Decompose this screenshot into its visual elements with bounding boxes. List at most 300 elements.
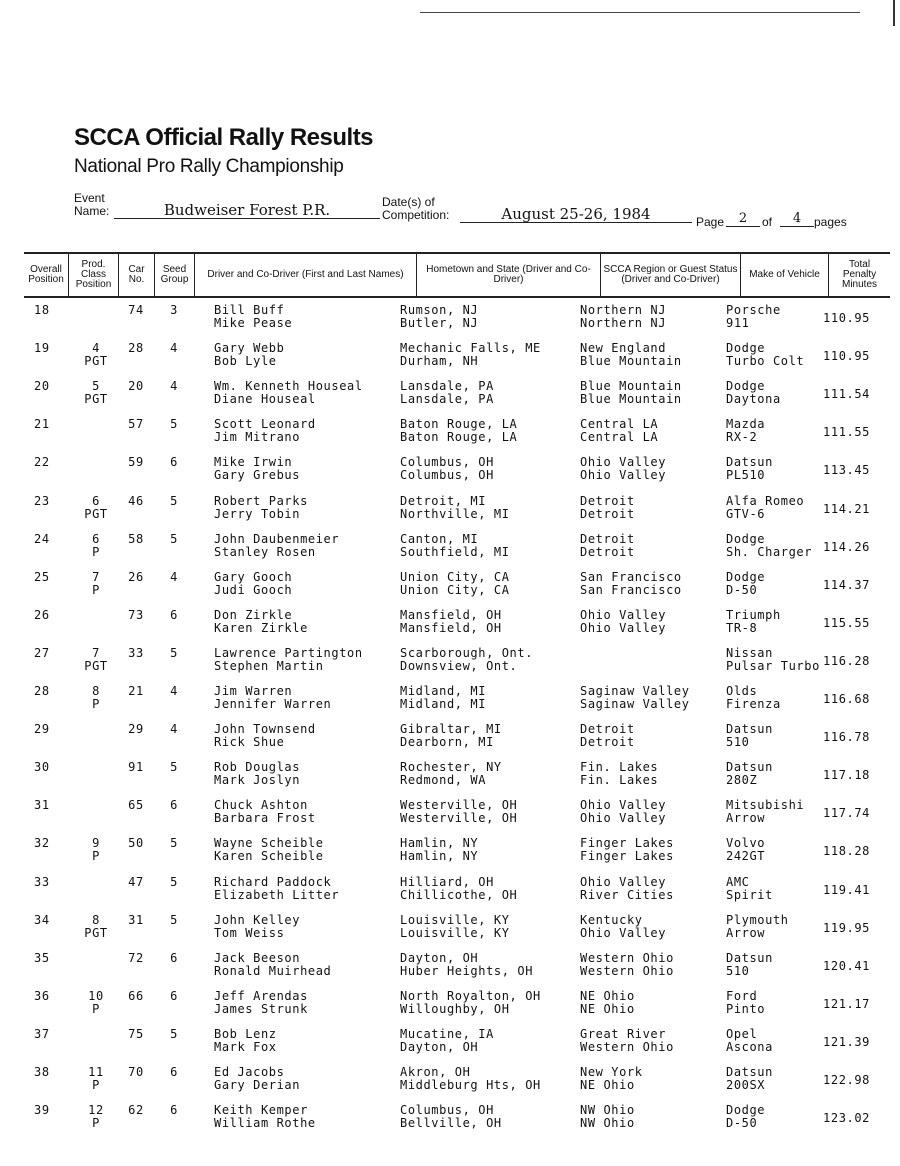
hometowns-primary: Baton Rouge, LA [400, 417, 518, 432]
class-position [74, 495, 118, 521]
overall-position-primary: 20 [34, 379, 50, 394]
hometowns-primary: Columbus, OH [400, 455, 494, 470]
seed-group-primary: 6 [170, 988, 178, 1003]
seed-group-primary: 5 [170, 645, 178, 660]
car-number [124, 723, 148, 736]
col-car-no: Car No. [118, 254, 154, 296]
driver-names [214, 418, 316, 444]
regions [580, 342, 682, 368]
vehicle-make [726, 914, 789, 940]
class-position-secondary: P [92, 1078, 100, 1092]
event-label-line2: Name: [74, 204, 110, 218]
regions-secondary: Saginaw Valley [580, 697, 690, 711]
car-number [124, 304, 148, 317]
regions-primary: New England [580, 341, 667, 356]
hometowns [400, 761, 502, 787]
hometowns-secondary: Dayton, OH [400, 1039, 479, 1054]
vehicle-make-primary: Volvo [726, 836, 766, 851]
overall-position-primary: 23 [34, 493, 50, 508]
vehicle-make-secondary: 510 [726, 963, 750, 978]
overall-position [34, 990, 64, 1003]
regions-primary: Finger Lakes [580, 836, 674, 851]
regions [580, 418, 658, 444]
overall-position [34, 342, 64, 355]
vehicle-make-secondary: Turbo Colt [726, 354, 805, 369]
regions [580, 380, 682, 406]
seed-group-primary: 5 [170, 417, 178, 432]
class-position-secondary: PGT [84, 925, 108, 940]
vehicle-make-primary: Alfa Romeo [726, 493, 805, 508]
vehicle-make [726, 990, 765, 1016]
col-driver: Driver and Co-Driver (First and Last Names) [194, 254, 416, 296]
penalty-minutes [810, 655, 870, 668]
driver-names-secondary: Barbara Frost [214, 811, 316, 826]
seed-group [164, 723, 184, 736]
regions [580, 495, 635, 521]
regions-secondary: NE Ohio [580, 1001, 635, 1016]
overall-position [34, 571, 64, 584]
hometowns-secondary: Midland, MI [400, 697, 487, 711]
penalty-minutes [810, 807, 870, 820]
driver-names-primary: Chuck Ashton [214, 798, 308, 813]
seed-group [164, 761, 184, 774]
vehicle-make [726, 1066, 773, 1092]
driver-names [214, 1104, 316, 1130]
vehicle-make-secondary: PL510 [726, 468, 766, 483]
hometowns [400, 342, 541, 368]
driver-names [214, 952, 331, 978]
driver-names [214, 990, 308, 1016]
car-number-primary: 26 [128, 569, 144, 584]
vehicle-make [726, 837, 765, 863]
hometowns-secondary: Willoughby, OH [400, 1001, 510, 1016]
table-row [24, 304, 894, 340]
vehicle-make [726, 799, 804, 825]
driver-names-secondary: Tom Weiss [214, 925, 285, 940]
vehicle-make-primary: Datsun [726, 722, 773, 737]
car-number-primary: 74 [128, 303, 144, 317]
penalty-minutes [810, 388, 870, 401]
table-row [24, 799, 894, 835]
seed-group [164, 1104, 184, 1117]
overall-position-primary: 36 [34, 988, 50, 1003]
regions-primary: NE Ohio [580, 988, 635, 1003]
regions-primary: Ohio Valley [580, 455, 667, 470]
penalty-minutes [810, 426, 870, 439]
regions [580, 304, 666, 330]
overall-position [34, 1066, 64, 1079]
col-seed-group: Seed Group [154, 254, 194, 296]
hometowns-primary: Hilliard, OH [400, 874, 494, 889]
car-number-primary: 31 [128, 912, 144, 927]
penalty-minutes-primary: 114.21 [823, 501, 870, 516]
regions [580, 837, 674, 863]
vehicle-make-primary: Datsun [726, 1065, 773, 1079]
class-position-secondary: PGT [84, 354, 108, 369]
car-number-primary: 59 [128, 455, 144, 470]
driver-names [214, 647, 363, 673]
hometowns-secondary: Southfield, MI [400, 544, 510, 559]
penalty-minutes [810, 998, 870, 1011]
car-number [124, 609, 148, 622]
driver-names [214, 571, 292, 597]
class-position-secondary: P [92, 697, 100, 711]
car-number-primary: 21 [128, 684, 144, 698]
regions-primary: San Francisco [580, 569, 682, 584]
car-number-primary: 91 [128, 760, 144, 775]
driver-names [214, 914, 300, 940]
vehicle-make [726, 609, 781, 635]
overall-position [34, 456, 64, 469]
vehicle-make [726, 647, 820, 673]
car-number [124, 876, 148, 889]
date-label-line2: Competition: [382, 208, 450, 222]
overall-position-primary: 18 [34, 303, 50, 317]
vehicle-make-primary: Dodge [726, 531, 766, 546]
overall-position-primary: 27 [34, 645, 50, 660]
driver-names-secondary: Karen Scheible [214, 849, 324, 864]
car-number-primary: 70 [128, 1065, 144, 1079]
driver-names-secondary: Jerry Tobin [214, 506, 301, 521]
class-position-secondary: P [92, 1116, 100, 1131]
driver-names-primary: Bill Buff [214, 303, 285, 317]
overall-position-primary: 38 [34, 1065, 50, 1079]
regions-secondary: River Cities [580, 887, 674, 902]
regions [580, 914, 666, 940]
driver-names [214, 876, 339, 902]
penalty-minutes-primary: 119.95 [823, 920, 870, 935]
seed-group [164, 380, 184, 393]
driver-names-primary: Mike Irwin [214, 455, 293, 470]
hometowns-secondary: Louisville, KY [400, 925, 510, 940]
penalty-minutes-primary: 113.45 [823, 463, 870, 478]
car-number-primary: 57 [128, 417, 144, 432]
vehicle-make [726, 876, 773, 902]
driver-names-primary: Jim Warren [214, 684, 293, 698]
regions-primary: Central LA [580, 417, 659, 432]
seed-group-primary: 5 [170, 493, 178, 508]
penalty-minutes [810, 845, 870, 858]
penalty-minutes-primary: 111.54 [823, 387, 870, 402]
hometowns-primary: North Royalton, OH [400, 988, 541, 1003]
regions [580, 609, 666, 635]
regions-primary: Detroit [580, 493, 635, 508]
seed-group [164, 990, 184, 1003]
seed-group [164, 837, 184, 850]
regions-secondary: Detroit [580, 544, 635, 559]
vehicle-make-primary: Ford [726, 988, 758, 1003]
driver-names-secondary: Jim Mitrano [214, 430, 301, 445]
seed-group [164, 1028, 184, 1041]
regions-primary: Ohio Valley [580, 607, 667, 622]
driver-names-primary: Bob Lenz [214, 1026, 277, 1041]
hometowns [400, 571, 510, 597]
hometowns-primary: Louisville, KY [400, 912, 510, 927]
overall-position-primary: 22 [34, 455, 50, 470]
car-number [124, 837, 148, 850]
driver-names-secondary: Jennifer Warren [214, 697, 332, 711]
vehicle-make-secondary: 510 [726, 735, 750, 750]
driver-names-secondary: Judi Gooch [214, 582, 293, 597]
car-number [124, 456, 148, 469]
overall-position-primary: 21 [34, 417, 50, 432]
regions-primary: Western Ohio [580, 950, 674, 965]
driver-names-primary: Jack Beeson [214, 950, 301, 965]
seed-group-primary: 6 [170, 950, 178, 965]
class-position-secondary: P [92, 544, 100, 559]
car-number-primary: 29 [128, 722, 144, 737]
vehicle-make [726, 456, 773, 482]
regions [580, 1104, 635, 1130]
class-position [74, 1066, 118, 1092]
driver-names-primary: Jeff Arendas [214, 988, 308, 1003]
vehicle-make-primary: Triumph [726, 607, 781, 622]
driver-names-secondary: Bob Lyle [214, 354, 277, 369]
penalty-minutes-primary: 116.28 [823, 653, 870, 668]
driver-names [214, 1066, 300, 1092]
class-position-primary: 4 [92, 341, 100, 356]
car-number [124, 990, 148, 1003]
regions [580, 799, 666, 825]
penalty-minutes-primary: 118.28 [823, 844, 870, 859]
hometowns [400, 876, 517, 902]
class-position-primary: 5 [92, 379, 100, 394]
penalty-minutes-primary: 115.55 [823, 615, 870, 630]
vehicle-make-secondary: 200SX [726, 1078, 766, 1092]
class-position [74, 533, 118, 559]
vehicle-make-secondary: Daytona [726, 392, 781, 407]
table-row [24, 456, 894, 492]
seed-group-primary: 6 [170, 1103, 178, 1118]
driver-names-primary: Gary Gooch [214, 569, 293, 584]
hometowns [400, 799, 517, 825]
vehicle-make-secondary: D-50 [726, 1116, 758, 1131]
class-position-primary: 8 [92, 912, 100, 927]
driver-names-secondary: Diane Houseal [214, 392, 316, 407]
overall-position-primary: 34 [34, 912, 50, 927]
table-row [24, 914, 894, 950]
table-row [24, 533, 894, 569]
vehicle-make [726, 723, 773, 749]
hometowns [400, 685, 486, 711]
vehicle-make-primary: Dodge [726, 379, 766, 394]
regions [580, 571, 682, 597]
car-number-primary: 58 [128, 531, 144, 546]
hometowns [400, 914, 510, 940]
overall-position [34, 723, 64, 736]
overall-position [34, 647, 64, 660]
table-row [24, 1066, 894, 1102]
regions [580, 723, 635, 749]
driver-names [214, 837, 324, 863]
car-number-primary: 72 [128, 950, 144, 965]
regions-secondary: Ohio Valley [580, 620, 667, 635]
car-number-primary: 50 [128, 836, 144, 851]
driver-names-secondary: Gary Derian [214, 1078, 301, 1092]
driver-names-primary: Lawrence Partington [214, 645, 363, 660]
driver-names [214, 380, 363, 406]
class-position [74, 914, 118, 940]
regions-secondary: Western Ohio [580, 1039, 674, 1054]
class-position [74, 990, 118, 1016]
hometowns-secondary: Butler, NJ [400, 316, 479, 330]
penalty-minutes-primary: 121.39 [823, 1034, 870, 1049]
total-pages-field: 4 [780, 211, 814, 227]
driver-names-secondary: Ronald Muirhead [214, 963, 332, 978]
vehicle-make-secondary: RX-2 [726, 430, 758, 445]
hometowns-primary: Akron, OH [400, 1065, 471, 1079]
regions-primary: Kentucky [580, 912, 643, 927]
penalty-minutes-primary: 111.55 [823, 425, 870, 440]
class-position-secondary: P [92, 1001, 100, 1016]
class-position-primary: 9 [92, 836, 100, 851]
seed-group-primary: 5 [170, 874, 178, 889]
hometowns-primary: Rumson, NJ [400, 303, 479, 317]
hometowns-primary: Columbus, OH [400, 1103, 494, 1118]
table-row [24, 609, 894, 645]
hometowns-primary: Hamlin, NY [400, 836, 479, 851]
vehicle-make-primary: Nissan [726, 645, 773, 660]
driver-names [214, 495, 308, 521]
overall-position [34, 914, 64, 927]
driver-names [214, 456, 300, 482]
regions [580, 990, 635, 1016]
hometowns-secondary: Mansfield, OH [400, 620, 502, 635]
regions [580, 876, 674, 902]
penalty-minutes [810, 1074, 870, 1087]
seed-group [164, 342, 184, 355]
overall-position-primary: 30 [34, 760, 50, 775]
hometowns [400, 723, 502, 749]
seed-group-primary: 6 [170, 607, 178, 622]
driver-names-secondary: Stephen Martin [214, 658, 324, 673]
hometowns-secondary: Lansdale, PA [400, 392, 494, 407]
hometowns [400, 1066, 541, 1092]
table-row [24, 571, 894, 607]
class-position-secondary: P [92, 849, 100, 864]
car-number [124, 799, 148, 812]
regions-secondary: Detroit [580, 735, 635, 750]
regions-primary: Saginaw Valley [580, 684, 690, 698]
regions-secondary: NE Ohio [580, 1078, 635, 1092]
driver-names-primary: John Townsend [214, 722, 316, 737]
hometowns-primary: Scarborough, Ont. [400, 645, 534, 660]
regions-primary: New York [580, 1065, 643, 1079]
seed-group-primary: 5 [170, 531, 178, 546]
car-number-primary: 66 [128, 988, 144, 1003]
car-number [124, 761, 148, 774]
driver-names-primary: Keith Kemper [214, 1103, 308, 1118]
vehicle-make-secondary: Pinto [726, 1001, 766, 1016]
page-title: SCCA Official Rally Results [74, 124, 374, 151]
table-row [24, 1028, 894, 1064]
class-position-secondary: PGT [84, 658, 108, 673]
car-number [124, 533, 148, 546]
seed-group-primary: 5 [170, 760, 178, 775]
col-overall-position: Overall Position [28, 264, 64, 285]
overall-position-primary: 28 [34, 684, 50, 698]
penalty-minutes [810, 960, 870, 973]
seed-group-primary: 4 [170, 569, 178, 584]
overall-position-primary: 37 [34, 1026, 50, 1041]
regions-secondary: Blue Mountain [580, 354, 682, 369]
overall-position [34, 876, 64, 889]
seed-group-primary: 6 [170, 798, 178, 813]
col-region: SCCA Region or Guest Status (Driver and Co-Driver) [600, 254, 740, 296]
overall-position [34, 837, 64, 850]
vehicle-make-primary: Plymouth [726, 912, 789, 927]
vehicle-make-primary: Opel [726, 1026, 758, 1041]
date-label-line1: Date(s) of [382, 195, 435, 209]
vehicle-make [726, 952, 773, 978]
class-position-primary: 11 [88, 1065, 104, 1079]
driver-names [214, 723, 316, 749]
penalty-minutes [810, 769, 870, 782]
overall-position-primary: 25 [34, 569, 50, 584]
event-label-line1: Event [74, 191, 105, 205]
seed-group-primary: 3 [170, 303, 178, 317]
driver-names-secondary: Mark Fox [214, 1039, 277, 1054]
vehicle-make [726, 761, 773, 787]
hometowns-primary: Detroit, MI [400, 493, 487, 508]
table-row [24, 342, 894, 378]
vehicle-make-primary: Datsun [726, 950, 773, 965]
driver-names-primary: Richard Paddock [214, 874, 332, 889]
car-number-primary: 28 [128, 341, 144, 356]
driver-names-primary: Rob Douglas [214, 760, 301, 775]
hometowns-primary: Canton, MI [400, 531, 479, 546]
col-penalty: Total Penalty Minutes [828, 254, 890, 296]
penalty-minutes [810, 579, 870, 592]
vehicle-make-primary: Mitsubishi [726, 798, 805, 813]
regions [580, 1066, 643, 1092]
hometowns-secondary: Hamlin, NY [400, 849, 479, 864]
class-position [74, 342, 118, 368]
car-number-primary: 62 [128, 1103, 144, 1118]
driver-names-primary: Robert Parks [214, 493, 308, 508]
table-row [24, 380, 894, 416]
hometowns-primary: Westerville, OH [400, 798, 518, 813]
vehicle-make-primary: Dodge [726, 341, 766, 356]
vehicle-make-primary: AMC [726, 874, 750, 889]
seed-group [164, 914, 184, 927]
regions-secondary: Western Ohio [580, 963, 674, 978]
overall-position-primary: 31 [34, 798, 50, 813]
class-position [74, 837, 118, 863]
car-number-primary: 73 [128, 607, 144, 622]
overall-position-primary: 29 [34, 722, 50, 737]
car-number [124, 914, 148, 927]
regions-primary: Ohio Valley [580, 798, 667, 813]
penalty-minutes [810, 617, 870, 630]
car-number [124, 952, 148, 965]
penalty-minutes-primary: 120.41 [823, 958, 870, 973]
penalty-minutes-primary: 114.37 [823, 577, 870, 592]
driver-names [214, 761, 300, 787]
hometowns-secondary: Chillicothe, OH [400, 887, 518, 902]
driver-names-secondary: Elizabeth Litter [214, 887, 340, 902]
vehicle-make-secondary: Ascona [726, 1039, 773, 1054]
vehicle-make-secondary: Arrow [726, 811, 766, 826]
vehicle-make-secondary: TR-8 [726, 620, 758, 635]
seed-group-primary: 4 [170, 379, 178, 394]
hometowns-secondary: Downsview, Ont. [400, 658, 518, 673]
overall-position [34, 685, 64, 698]
overall-position-primary: 39 [34, 1103, 50, 1118]
penalty-minutes [810, 541, 870, 554]
vehicle-make-primary: Dodge [726, 569, 766, 584]
penalty-minutes-primary: 122.98 [823, 1073, 870, 1087]
